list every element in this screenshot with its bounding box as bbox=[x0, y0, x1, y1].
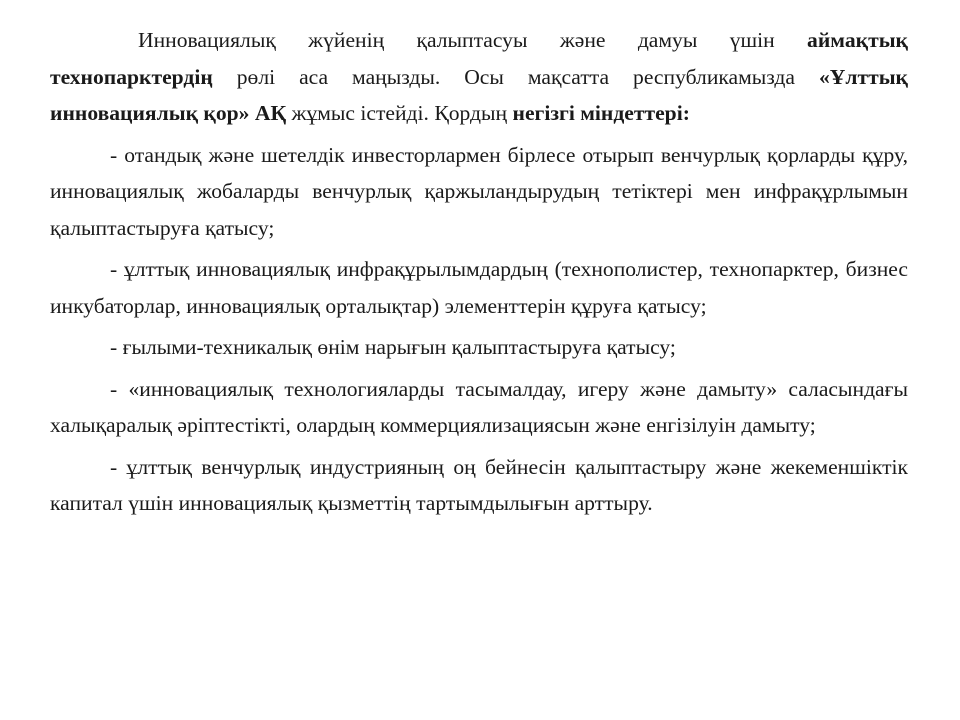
intro-bold-fund-name: «Ұлттық инновациялық қор» АҚ bbox=[50, 64, 908, 125]
intro-paragraph bbox=[50, 22, 908, 132]
list-item: - ұлттық инновациялық инфрақұрылымдардың (технополистер, технопарктер, бизнес инкубаторлар, инновациялық орталықтар) элементтерін құруға қатысу; bbox=[50, 257, 908, 318]
intro-bold-main-tasks: негізгі міндеттері: bbox=[512, 101, 690, 125]
intro-bold-technoparks: аймақтық технопарктердің bbox=[50, 28, 908, 89]
list-item: - «инновациялық технологияларды тасымалдау, игеру және дамыту» саласындағы халықаралық әріптестікті, олардың коммерциялизациясын және енгізілуін дамыту; bbox=[50, 376, 908, 437]
list-item: - ғылыми-техникалық өнім нарығын қалыптастыруға қатысу; bbox=[110, 335, 676, 359]
intro-text-1: Инновациялық жүйенің қалыптасуы және дамуы үшін bbox=[138, 28, 808, 52]
intro-text-3: жұмыс істейді. Қордың bbox=[286, 101, 513, 125]
intro-text-2: рөлі аса маңызды. Осы мақсатта республикамызда bbox=[212, 64, 819, 89]
list-item: - ұлттық венчурлық индустрияның оң бейнесін қалыптастыру және жекеменшіктік капитал үшін инновациялық қызметтің тартымдылығын арттыру. bbox=[50, 454, 908, 515]
list-item: - отандық және шетелдік инвесторлармен бірлесе отырып венчурлық қорларды құру, инновациялық жобаларды венчурлық қаржыландырудың тетіктері мен инфрақұрлымын қалыптастыруға қатысу; bbox=[50, 142, 908, 240]
slide-text-body bbox=[50, 22, 908, 522]
